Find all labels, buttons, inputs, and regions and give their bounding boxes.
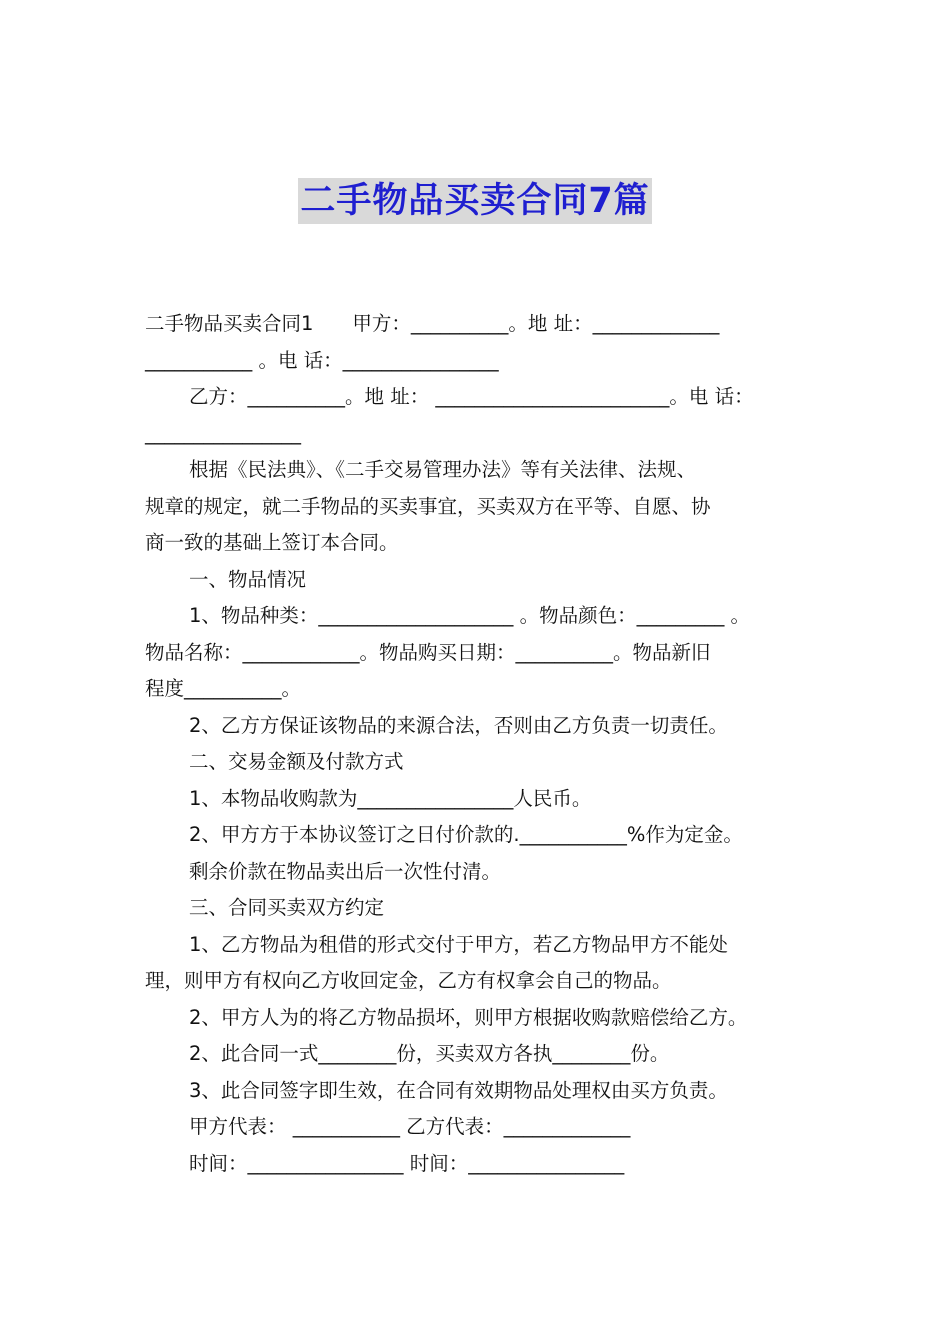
paragraph-line: 剩余价款在物品卖出后一次性付清。 bbox=[189, 859, 502, 883]
paragraph-line: 规章的规定，就二手物品的买卖事宜，买卖双方在平等、自愿、协 bbox=[145, 494, 711, 518]
paragraph-line: 乙方：__________。地 址： ________________________。电 话： bbox=[189, 385, 754, 408]
paragraph-line: 2、乙方方保证该物品的来源合法，否则由乙方负责一切责任。 bbox=[189, 713, 728, 737]
paragraph-line: 3、此合同签字即生效，在合同有效期物品处理权由买方负责。 bbox=[189, 1078, 728, 1102]
date-line: 时间：________________ 时间：________________ bbox=[189, 1151, 625, 1175]
paragraph-line: 程度__________。 bbox=[145, 677, 302, 700]
section-heading: 一、物品情况 bbox=[189, 567, 307, 591]
paragraph-line: 2、此合同一式________份，买卖双方各执________份。 bbox=[189, 1042, 670, 1065]
paragraph-line: 2、甲方方于本协议签订之日付价款的.___________%作为定金。 bbox=[189, 823, 743, 846]
paragraph-line: 物品名称：____________。物品购买日期：__________。物品新旧 bbox=[145, 640, 711, 664]
paragraph-line: 理，则甲方有权向乙方收回定金，乙方有权拿会自己的物品。 bbox=[145, 969, 672, 992]
contract-body bbox=[145, 306, 817, 1182]
paragraph-line: ________________ bbox=[145, 421, 301, 445]
paragraph-line: 2、甲方人为的将乙方物品损坏，则甲方根据收购款赔偿给乙方。 bbox=[189, 1005, 748, 1029]
paragraph-line: 1、乙方物品为租借的形式交付于甲方，若乙方物品甲方不能处 bbox=[189, 932, 728, 956]
title-area bbox=[0, 178, 950, 224]
paragraph-line: 1、物品种类：____________________ 。物品颜色：_________ 。 bbox=[189, 604, 751, 627]
paragraph-line: 二手物品买卖合同1 甲方：__________。地 址：_____________ bbox=[145, 312, 720, 335]
section-heading: 二、交易金额及付款方式 bbox=[189, 750, 404, 773]
section-heading: 三、合同买卖双方约定 bbox=[189, 896, 385, 919]
document-title: 二手物品买卖合同7篇 bbox=[298, 178, 651, 224]
paragraph-line: ___________ 。电 话：________________ bbox=[145, 348, 499, 372]
paragraph-line: 根据《民法典》、《二手交易管理办法》等有关法律、法规、 bbox=[189, 458, 697, 481]
paragraph-line: 1、本物品收购款为________________人民币。 bbox=[189, 786, 592, 810]
paragraph-line: 商一致的基础上签订本合同。 bbox=[145, 531, 399, 554]
signature-line: 甲方代表： ___________ 乙方代表：_____________ bbox=[189, 1115, 631, 1138]
